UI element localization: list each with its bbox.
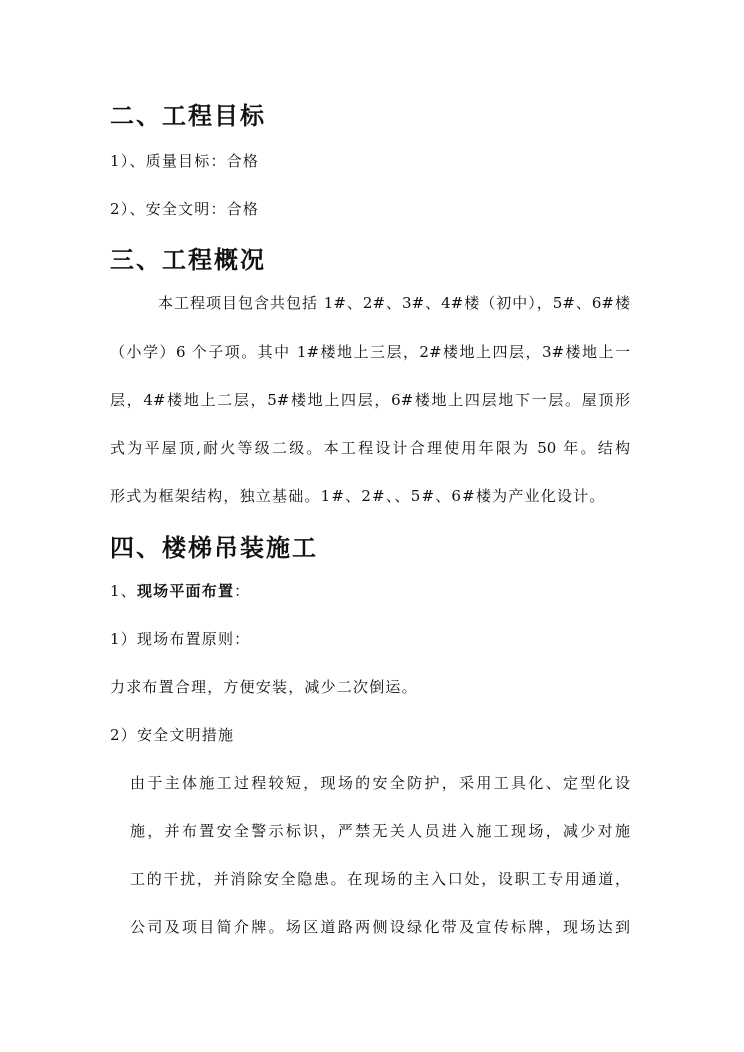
overview-paragraph-line: 形式为框架结构，独立基础。1#、2#、、5#、6#楼为产业化设计。 xyxy=(110,487,606,505)
subheading-number: 1、 xyxy=(110,582,137,600)
safety-paragraph-line: 施，并布置安全警示标识，严禁无关人员进入施工现场，减少对施 xyxy=(130,822,630,840)
subheading-title: 现场平面布置 xyxy=(136,582,235,600)
overview-paragraph-line: 本工程项目包含共包括 1#、2#、3#、4#楼（初中），5#、6#楼 xyxy=(158,294,630,312)
layout-principle-item: 1）现场布置原则： xyxy=(110,630,251,648)
subheading-colon: ： xyxy=(234,582,251,600)
quality-goal-item: 1）、质量目标：合格 xyxy=(110,152,260,170)
overview-paragraph-line: （小学）6 个子项。其中 1#楼地上三层，2#楼地上四层，3#楼地上一 xyxy=(110,343,630,361)
subheading-site-layout xyxy=(110,580,250,601)
overview-paragraph-line: 层，4#楼地上二层，5#楼地上四层，6#楼地上四层地下一层。屋顶形 xyxy=(110,391,630,409)
overview-paragraph-line: 式为平屋顶,耐火等级二级。本工程设计合理使用年限为 50 年。结构 xyxy=(110,439,630,457)
safety-measures-item: 2）安全文明措施 xyxy=(110,726,235,744)
safety-goal-item: 2）、安全文明：合格 xyxy=(110,200,260,218)
section-heading-goals: 二、工程目标 xyxy=(110,102,266,130)
section-heading-overview: 三、工程概况 xyxy=(110,246,266,274)
section-heading-stair-install: 四、楼梯吊装施工 xyxy=(110,534,318,562)
safety-paragraph-line: 公司及项目简介牌。场区道路两侧设绿化带及宣传标牌，现场达到 xyxy=(130,918,630,936)
safety-paragraph-line: 工的干扰，并消除安全隐患。在现场的主入口处，设职工专用通道， xyxy=(130,870,630,888)
safety-paragraph-line: 由于主体施工过程较短，现场的安全防护，采用工具化、定型化设 xyxy=(130,774,630,792)
layout-principle-text: 力求布置合理，方便安装，减少二次倒运。 xyxy=(110,678,418,696)
